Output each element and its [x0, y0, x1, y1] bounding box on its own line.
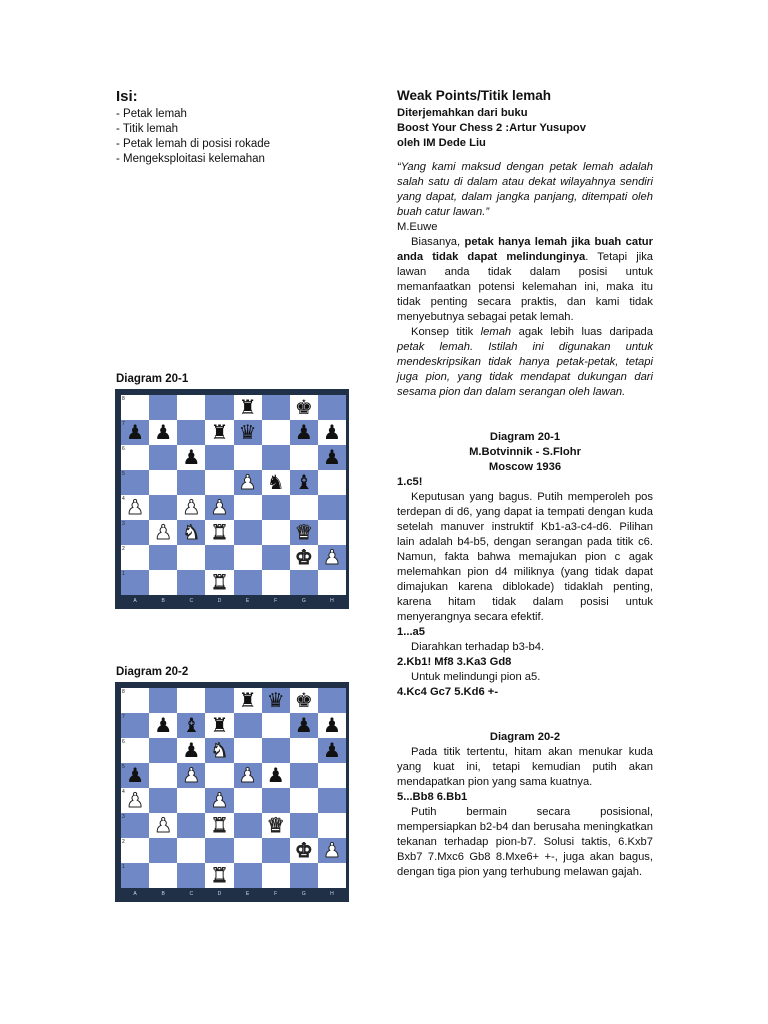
file-labels	[121, 889, 346, 899]
square-b3	[149, 520, 177, 545]
square-f1	[262, 570, 290, 595]
square-d7	[205, 713, 233, 738]
square-d4	[205, 788, 233, 813]
file-label: E	[245, 891, 250, 897]
game-1-heading: Diagram 20-1	[489, 431, 561, 443]
rank-label: 4	[122, 789, 125, 795]
square-c8	[177, 688, 205, 713]
square-a5	[121, 470, 149, 495]
paragraph-1-text: . Tetapi jika lawan anda tidak dalam posisi untuk memanfaatkan potensi kelemahan ini, maka itu tidak penting secara praktis, dan kami tidak menyebutnya sebagai petak lemah.	[397, 251, 654, 323]
square-h8	[318, 395, 346, 420]
white-queen-icon: ♛	[294, 521, 313, 544]
black-king-icon: ♚	[294, 689, 313, 712]
white-rook-icon: ♜	[210, 521, 229, 544]
square-b5	[149, 470, 177, 495]
square-c7	[177, 713, 205, 738]
game-1-players: M.Botvinnik - S.Flohr	[469, 446, 581, 458]
article-translator: oleh IM Dede Liu	[397, 137, 486, 149]
black-pawn-icon: ♟	[322, 714, 341, 737]
square-f5	[262, 763, 290, 788]
chess-diagram-1	[115, 389, 349, 609]
square-c4	[177, 495, 205, 520]
black-rook-icon: ♜	[238, 396, 257, 419]
paragraph-1	[397, 235, 653, 325]
square-h3	[318, 813, 346, 838]
file-label: D	[217, 891, 222, 897]
square-e4	[234, 495, 262, 520]
black-pawn-icon: ♟	[126, 421, 145, 444]
article-title: Weak Points/Titik lemah	[397, 88, 552, 103]
square-d3	[205, 520, 233, 545]
square-g3	[290, 520, 318, 545]
black-pawn-icon: ♟	[126, 764, 145, 787]
commentary: Diarahkan terhadap b3-b4.	[411, 641, 545, 653]
white-rook-icon: ♜	[210, 814, 229, 837]
square-g1	[290, 863, 318, 888]
square-g5	[290, 470, 318, 495]
square-f7	[262, 713, 290, 738]
white-pawn-icon: ♟	[126, 789, 145, 812]
white-pawn-icon: ♟	[238, 764, 257, 787]
white-pawn-icon: ♟	[238, 471, 257, 494]
white-pawn-icon: ♟	[322, 839, 341, 862]
board-grid	[121, 395, 346, 595]
square-d3	[205, 813, 233, 838]
white-rook-icon: ♜	[210, 864, 229, 887]
square-b5	[149, 763, 177, 788]
quote: “Yang kami maksud dengan petak lemah adalah salah satu di dalam atau dekat wilayahnya sendiri yang dapat, dalam jangka panjang, ditempati oleh buah catur lawan.”	[397, 161, 653, 218]
square-a5	[121, 763, 149, 788]
table-of-contents	[116, 88, 346, 167]
game-2-heading: Diagram 20-2	[489, 731, 561, 743]
square-e7	[234, 420, 262, 445]
square-b2	[149, 545, 177, 570]
square-a8	[121, 395, 149, 420]
file-label: D	[217, 598, 222, 604]
square-h2	[318, 838, 346, 863]
white-pawn-icon: ♟	[154, 521, 173, 544]
toc-item: - Petak lemah	[116, 108, 187, 120]
rank-label: 5	[122, 471, 125, 477]
white-rook-icon: ♜	[210, 571, 229, 594]
square-b4	[149, 495, 177, 520]
square-f2	[262, 545, 290, 570]
white-pawn-icon: ♟	[210, 496, 229, 519]
paragraph-1-text: Biasanya,	[411, 236, 465, 248]
square-g7	[290, 420, 318, 445]
square-d6	[205, 445, 233, 470]
square-e8	[234, 688, 262, 713]
square-c7	[177, 420, 205, 445]
black-king-icon: ♚	[294, 396, 313, 419]
rank-label: 6	[122, 739, 125, 745]
square-b4	[149, 788, 177, 813]
black-bishop-icon: ♝	[182, 714, 201, 737]
commentary: Pada titik tertentu, hitam akan menukar kuda yang kuat ini, tetapi kemudian putih akan mendapatkan pion yang sama kuatnya.	[397, 746, 653, 788]
square-b7	[149, 420, 177, 445]
white-knight-icon: ♞	[182, 521, 201, 544]
rank-label: 7	[122, 421, 125, 427]
paragraph-2	[397, 325, 653, 400]
square-e6	[234, 738, 262, 763]
rank-label: 2	[122, 546, 125, 552]
square-f6	[262, 445, 290, 470]
square-a3	[121, 520, 149, 545]
square-a1	[121, 570, 149, 595]
article-source: Boost Your Chess 2 :Artur Yusupov	[397, 122, 586, 134]
rank-label: 8	[122, 689, 125, 695]
move: 1...a5	[397, 626, 425, 638]
square-b1	[149, 570, 177, 595]
black-pawn-icon: ♟	[322, 446, 341, 469]
black-pawn-icon: ♟	[182, 739, 201, 762]
square-f1	[262, 863, 290, 888]
rank-label: 3	[122, 814, 125, 820]
square-e2	[234, 838, 262, 863]
square-g6	[290, 738, 318, 763]
rank-label: 6	[122, 446, 125, 452]
diagram-2-caption: Diagram 20-2	[116, 666, 189, 678]
black-pawn-icon: ♟	[294, 421, 313, 444]
square-e4	[234, 788, 262, 813]
rank-label: 3	[122, 521, 125, 527]
white-pawn-icon: ♟	[126, 496, 145, 519]
white-pawn-icon: ♟	[182, 496, 201, 519]
move: 5...Bb8 6.Bb1	[397, 791, 468, 803]
white-pawn-icon: ♟	[210, 789, 229, 812]
paragraph-2-text: agak lebih luas daripada	[511, 326, 653, 338]
file-label: B	[161, 598, 165, 604]
square-a7	[121, 420, 149, 445]
square-f3	[262, 520, 290, 545]
square-d4	[205, 495, 233, 520]
square-h7	[318, 420, 346, 445]
square-b8	[149, 395, 177, 420]
square-c1	[177, 570, 205, 595]
square-c4	[177, 788, 205, 813]
move: 2.Kb1! Mf8 3.Ka3 Gd8	[397, 656, 512, 668]
square-g4	[290, 495, 318, 520]
move: 4.Kc4 Gc7 5.Kd6 +-	[397, 686, 499, 698]
quote-author: M.Euwe	[397, 221, 438, 233]
file-label: A	[133, 598, 137, 604]
file-label: F	[274, 891, 278, 897]
square-e3	[234, 813, 262, 838]
square-f4	[262, 788, 290, 813]
square-d2	[205, 838, 233, 863]
square-b1	[149, 863, 177, 888]
square-e5	[234, 470, 262, 495]
file-label: G	[301, 598, 306, 604]
article-column	[397, 88, 653, 880]
square-g6	[290, 445, 318, 470]
square-f3	[262, 813, 290, 838]
square-f8	[262, 688, 290, 713]
square-a6	[121, 445, 149, 470]
black-pawn-icon: ♟	[266, 764, 285, 787]
black-pawn-icon: ♟	[322, 739, 341, 762]
square-f4	[262, 495, 290, 520]
paragraph-1-emphasis: petak hanya lemah jika buah catur anda tidak dapat melindunginya	[397, 236, 653, 263]
square-a7	[121, 713, 149, 738]
square-d5	[205, 470, 233, 495]
square-h6	[318, 445, 346, 470]
square-e1	[234, 570, 262, 595]
square-h2	[318, 545, 346, 570]
rank-label: 5	[122, 764, 125, 770]
black-queen-icon: ♛	[266, 689, 285, 712]
black-pawn-icon: ♟	[154, 421, 173, 444]
square-a8	[121, 688, 149, 713]
black-pawn-icon: ♟	[154, 714, 173, 737]
square-a6	[121, 738, 149, 763]
square-b8	[149, 688, 177, 713]
white-queen-icon: ♛	[266, 814, 285, 837]
square-c3	[177, 813, 205, 838]
square-h1	[318, 570, 346, 595]
paragraph-2-emphasis: petak lemah. Istilah ini digunakan untuk mendeskripsikan tidak hanya petak-petak, tetapi juga pion, yang tidak mendapat dukungan dari sesama pion dan dalam serangan oleh lawan.	[397, 341, 653, 398]
square-g2	[290, 838, 318, 863]
paragraph-2-text: Konsep titik	[411, 326, 481, 338]
square-h1	[318, 863, 346, 888]
square-g8	[290, 688, 318, 713]
paragraph-2-emphasis: lemah	[480, 326, 512, 338]
rank-label: 1	[122, 864, 125, 870]
white-pawn-icon: ♟	[154, 814, 173, 837]
white-pawn-icon: ♟	[322, 546, 341, 569]
toc-list	[116, 107, 346, 167]
chess-diagram-2	[115, 682, 349, 902]
square-b2	[149, 838, 177, 863]
commentary: Keputusan yang bagus. Putih memperoleh pos terdepan di d6, yang dapat ia tempati dengan kuda setelah manuver instruktif Kb1-a3-c4-d6. Pilihan lain adalah b4-b5, dengan serangan pada titik c6. Namun, fakta bahwa memajukan pion c agak melemahkan pion d4 miliknya (yang tidak dapat dimajukan karena diblokade) tidaklah penting, karena hitam tidak dalam posisi untuk menyerangnya secara efektif.	[397, 491, 653, 623]
square-e5	[234, 763, 262, 788]
file-label: G	[301, 891, 306, 897]
square-f5	[262, 470, 290, 495]
board-grid	[121, 688, 346, 888]
square-b7	[149, 713, 177, 738]
rank-label: 1	[122, 571, 125, 577]
file-label: A	[133, 891, 137, 897]
square-g7	[290, 713, 318, 738]
square-c6	[177, 445, 205, 470]
rank-label: 8	[122, 396, 125, 402]
square-f7	[262, 420, 290, 445]
black-rook-icon: ♜	[210, 714, 229, 737]
square-c6	[177, 738, 205, 763]
square-f8	[262, 395, 290, 420]
square-h4	[318, 788, 346, 813]
square-e6	[234, 445, 262, 470]
square-d1	[205, 863, 233, 888]
square-b3	[149, 813, 177, 838]
game-1-place: Moscow 1936	[488, 461, 562, 473]
square-a4	[121, 495, 149, 520]
move: 1.c5!	[397, 476, 423, 488]
square-g3	[290, 813, 318, 838]
square-d1	[205, 570, 233, 595]
square-c2	[177, 545, 205, 570]
diagram-1-caption: Diagram 20-1	[116, 373, 189, 385]
square-e2	[234, 545, 262, 570]
commentary: Untuk melindungi pion a5.	[411, 671, 541, 683]
toc-item: - Petak lemah di posisi rokade	[116, 138, 271, 150]
file-label: C	[189, 891, 194, 897]
square-c3	[177, 520, 205, 545]
square-h4	[318, 495, 346, 520]
file-label: E	[245, 598, 250, 604]
commentary: Putih bermain secara posisional, mempersiapkan b2-b4 dan berusaha meningkatkan tekanan terhadap pion-b7. Solusi taktis, 6.Kxb7 Bxb7 7.Mxc6 Gb8 8.Mxe6+ +-, juga akan bagus, dengan tiga pion yang terhubung melawan gajah.	[397, 806, 653, 878]
square-g4	[290, 788, 318, 813]
black-pawn-icon: ♟	[322, 421, 341, 444]
toc-item: - Mengeksploitasi kelemahan	[116, 153, 265, 165]
square-h8	[318, 688, 346, 713]
square-d5	[205, 763, 233, 788]
square-c5	[177, 470, 205, 495]
square-e1	[234, 863, 262, 888]
square-c8	[177, 395, 205, 420]
file-labels	[121, 596, 346, 606]
rank-label: 2	[122, 839, 125, 845]
square-e8	[234, 395, 262, 420]
square-h7	[318, 713, 346, 738]
square-c2	[177, 838, 205, 863]
square-a4	[121, 788, 149, 813]
white-knight-icon: ♞	[210, 739, 229, 762]
white-pawn-icon: ♟	[182, 764, 201, 787]
square-e3	[234, 520, 262, 545]
square-g1	[290, 570, 318, 595]
square-f2	[262, 838, 290, 863]
black-rook-icon: ♜	[210, 421, 229, 444]
square-d6	[205, 738, 233, 763]
rank-label: 4	[122, 496, 125, 502]
square-g5	[290, 763, 318, 788]
square-a2	[121, 545, 149, 570]
square-c1	[177, 863, 205, 888]
square-h3	[318, 520, 346, 545]
square-d8	[205, 395, 233, 420]
square-a1	[121, 863, 149, 888]
file-label: B	[161, 891, 165, 897]
toc-heading: Isi:	[116, 88, 138, 105]
square-a2	[121, 838, 149, 863]
article-subtitle: Diterjemahkan dari buku	[397, 107, 528, 119]
toc-item: - Titik lemah	[116, 123, 178, 135]
file-label: F	[274, 598, 278, 604]
square-g2	[290, 545, 318, 570]
white-king-icon: ♚	[294, 546, 313, 569]
square-f6	[262, 738, 290, 763]
square-c5	[177, 763, 205, 788]
black-queen-icon: ♛	[238, 421, 257, 444]
file-label: C	[189, 598, 194, 604]
file-label: H	[330, 598, 334, 604]
square-e7	[234, 713, 262, 738]
square-h6	[318, 738, 346, 763]
rank-label: 7	[122, 714, 125, 720]
square-h5	[318, 763, 346, 788]
square-g8	[290, 395, 318, 420]
square-d2	[205, 545, 233, 570]
black-pawn-icon: ♟	[294, 714, 313, 737]
square-d8	[205, 688, 233, 713]
square-h5	[318, 470, 346, 495]
black-rook-icon: ♜	[238, 689, 257, 712]
square-b6	[149, 738, 177, 763]
square-b6	[149, 445, 177, 470]
black-bishop-icon: ♝	[294, 471, 313, 494]
white-king-icon: ♚	[294, 839, 313, 862]
square-d7	[205, 420, 233, 445]
file-label: H	[330, 891, 334, 897]
black-pawn-icon: ♟	[182, 446, 201, 469]
black-knight-icon: ♞	[266, 471, 285, 494]
square-a3	[121, 813, 149, 838]
